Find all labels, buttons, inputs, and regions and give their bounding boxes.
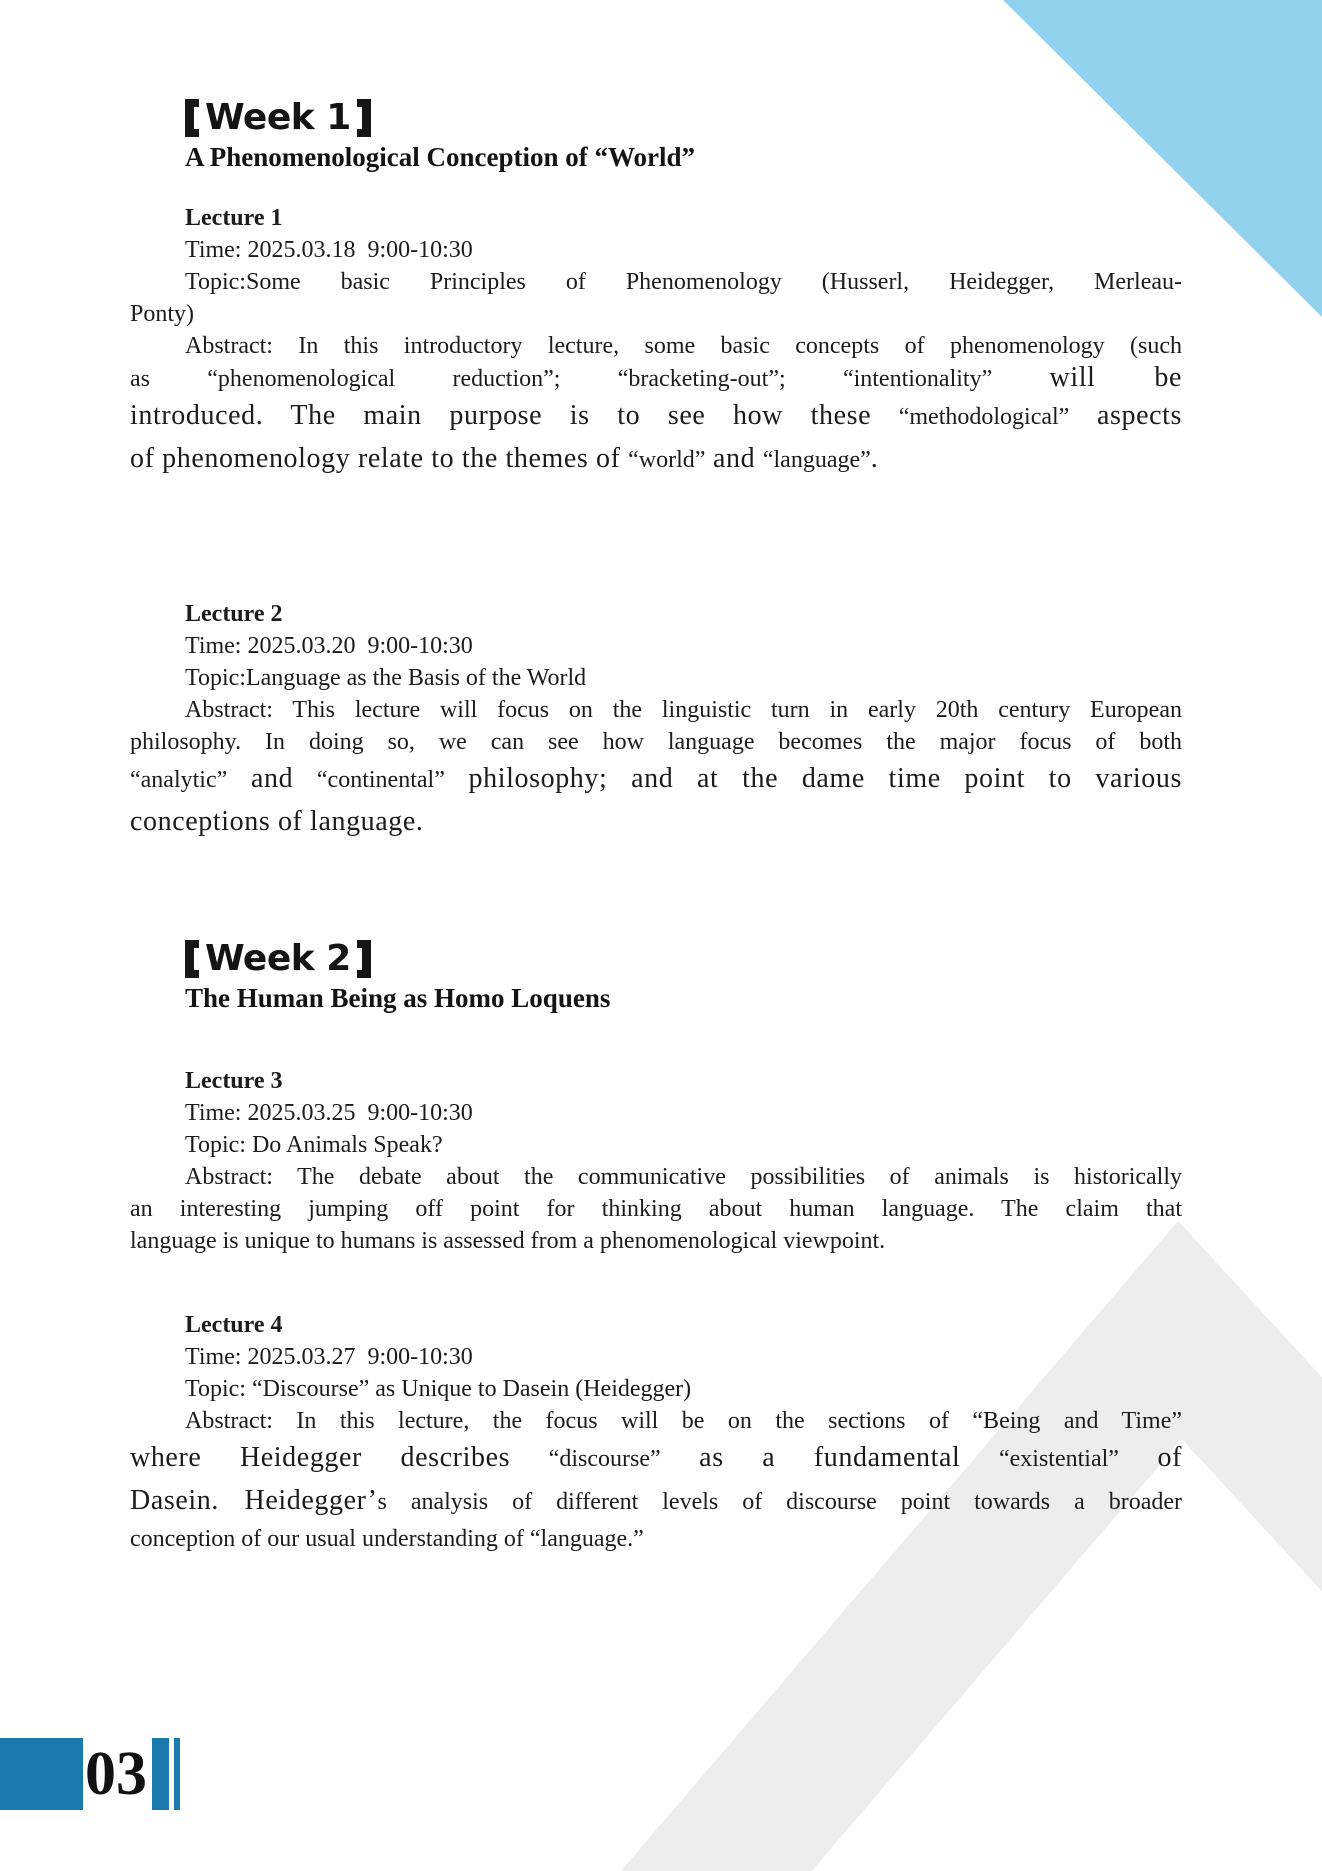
lecture-abstract-line: [130, 758, 1182, 801]
lecture-block: [130, 1309, 1182, 1555]
text-segment: as a fundamental: [660, 1442, 999, 1473]
text-segment: Lecture 1: [185, 205, 283, 231]
lecture-time: [130, 630, 1182, 662]
week-section: [130, 937, 1182, 1555]
text-segment: philosophy. In doing so, we can see how language becomes the major focus of both: [130, 729, 1182, 755]
lecture-abstract-line: [130, 362, 1182, 395]
lecture-abstract-line: [130, 726, 1182, 758]
lecture-block: [130, 598, 1182, 844]
lecture-time: [130, 1097, 1182, 1129]
text-segment: Topic: “Discourse” as Unique to Dasein (Heidegger): [185, 1376, 692, 1402]
text-segment: Time: 2025.03.27 9:00-10:30: [185, 1344, 473, 1370]
lecture-abstract-line: [130, 1437, 1182, 1480]
lecture-time: [130, 234, 1182, 266]
lecture-topic-line: [130, 266, 1182, 298]
lecture-abstract-line: [130, 694, 1182, 726]
text-segment: philosophy; and at the dame time point to various: [444, 763, 1182, 794]
text-segment: Abstract: In this introductory lecture, some basic concepts of phenomenology (such: [185, 333, 1182, 359]
text-segment: conception of our usual understanding of “language.”: [130, 1526, 644, 1552]
text-segment: where Heidegger describes: [130, 1442, 549, 1473]
text-segment: “methodological”: [898, 404, 1070, 430]
lecture-title: [130, 1065, 1182, 1097]
text-segment: of: [1118, 1442, 1183, 1473]
text-segment: s analysis of different levels of discourse point towards a broader: [377, 1489, 1182, 1515]
text-segment: “analytic”: [130, 767, 228, 793]
week-header-label: Week 2: [205, 938, 351, 979]
text-segment: “world”: [628, 447, 706, 473]
lecture-abstract-line: [130, 1405, 1182, 1437]
text-segment: conceptions of language.: [130, 806, 424, 837]
lecture-topic-line: [130, 1373, 1182, 1405]
week-header: [185, 96, 1182, 140]
text-segment: “discourse”: [548, 1446, 661, 1472]
lecture-block: [130, 1065, 1182, 1257]
lecture-topic-line: [130, 662, 1182, 694]
lecture-abstract-line: [130, 395, 1182, 438]
week-subtitle: The Human Being as Homo Loquens: [185, 983, 611, 1013]
lecture-block: [130, 202, 1182, 481]
lenticular-bracket-close-icon: [357, 940, 371, 978]
lecture-abstract-line: [130, 330, 1182, 362]
text-segment: Abstract: The debate about the communicative possibilities of animals is historically: [185, 1164, 1182, 1190]
lecture-abstract-line: [130, 1225, 1182, 1257]
lenticular-bracket-open-icon: [185, 940, 199, 978]
text-segment: .: [870, 443, 879, 474]
text-segment: and: [227, 763, 317, 794]
text-segment: Dasein. Heidegger’: [130, 1485, 378, 1516]
lecture-title: [130, 598, 1182, 630]
text-segment: of phenomenology relate to the themes of: [130, 443, 629, 474]
text-segment: Topic:Language as the Basis of the World: [185, 665, 587, 691]
page-number-bar-thin: [174, 1738, 180, 1810]
page-number-block: [0, 1738, 83, 1810]
text-segment: Time: 2025.03.20 9:00-10:30: [185, 633, 473, 659]
page-number-bar-thick: [152, 1738, 169, 1810]
text-segment: Lecture 4: [185, 1312, 283, 1338]
lecture-abstract-line: [130, 1523, 1182, 1555]
text-segment: Lecture 2: [185, 601, 283, 627]
lecture-abstract-line: [130, 1161, 1182, 1193]
week-section: [130, 96, 1182, 844]
lecture-topic-line: [130, 1129, 1182, 1161]
text-segment: Topic:Some basic Principles of Phenomenology (Husserl, Heidegger, Merleau-: [185, 269, 1182, 295]
text-segment: and: [705, 443, 763, 474]
lecture-abstract-line: [130, 1480, 1182, 1523]
lecture-abstract-line: [130, 438, 1182, 481]
text-segment: Ponty): [130, 301, 195, 327]
text-segment: Abstract: This lecture will focus on the linguistic turn in early 20th century European: [185, 697, 1182, 723]
week-header-label: Week 1: [205, 97, 351, 138]
text-segment: will be: [1049, 362, 1182, 393]
text-segment: “language”: [762, 447, 871, 473]
text-segment: aspects: [1069, 400, 1182, 431]
text-segment: “existential”: [998, 1446, 1119, 1472]
page-number: 03: [85, 1740, 147, 1808]
text-segment: as “phenomenological reduction”; “bracketing-out”; “intentionality”: [130, 366, 1050, 392]
lecture-abstract-line: [130, 1193, 1182, 1225]
text-segment: language is unique to humans is assessed from a phenomenological viewpoint.: [130, 1228, 886, 1254]
text-segment: Time: 2025.03.18 9:00-10:30: [185, 237, 473, 263]
lecture-topic-line: [130, 298, 1182, 330]
lenticular-bracket-close-icon: [357, 99, 371, 137]
text-segment: Time: 2025.03.25 9:00-10:30: [185, 1100, 473, 1126]
text-segment: “continental”: [316, 767, 445, 793]
lecture-time: [130, 1341, 1182, 1373]
text-segment: an interesting jumping off point for thinking about human language. The claim that: [130, 1196, 1182, 1222]
lecture-abstract-line: [130, 801, 1182, 844]
lenticular-bracket-open-icon: [185, 99, 199, 137]
text-segment: introduced. The main purpose is to see how these: [130, 400, 899, 431]
week-header: [185, 937, 1182, 981]
text-segment: Abstract: In this lecture, the focus will be on the sections of “Being and Time”: [185, 1408, 1182, 1434]
text-segment: Lecture 3: [185, 1068, 283, 1094]
week-subtitle: A Phenomenological Conception of “World”: [185, 142, 696, 172]
lecture-title: [130, 202, 1182, 234]
lecture-title: [130, 1309, 1182, 1341]
text-segment: Topic: Do Animals Speak?: [185, 1132, 443, 1158]
